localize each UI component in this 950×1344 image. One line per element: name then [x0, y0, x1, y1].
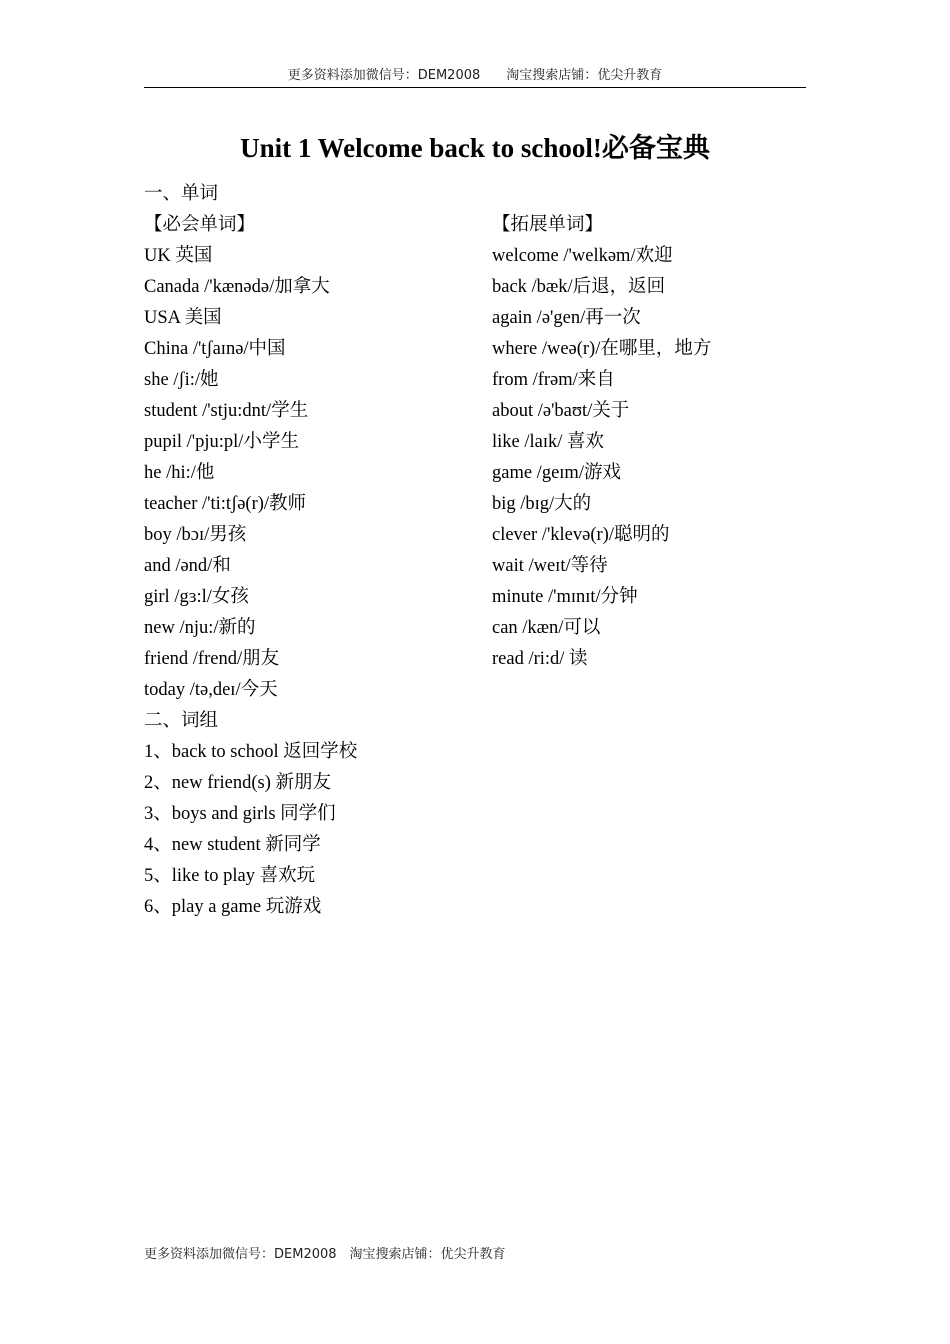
page-header: 更多资料添加微信号：DEM2008 淘宝搜索店铺：优尖升教育	[287, 68, 663, 83]
word-item: clever /'klevə(r)/聪明的	[492, 525, 670, 545]
word-item: can /kæn/可以	[492, 618, 601, 638]
word-item: UK 英国	[144, 246, 213, 266]
phrase-item: 6、play a game 玩游戏	[144, 897, 322, 917]
word-item: game /geɪm/游戏	[492, 463, 621, 483]
phrase-item: 2、new friend(s) 新朋友	[144, 773, 332, 793]
extended-words-heading: 【拓展单词】	[492, 215, 604, 235]
word-item: USA 美国	[144, 308, 222, 328]
phrase-item: 4、new student 新同学	[144, 835, 321, 855]
word-item: girl /gɜ:l/女孩	[144, 587, 249, 607]
word-item: again /ə'gen/再一次	[492, 308, 641, 328]
word-item: about /ə'baʊt/关于	[492, 401, 630, 421]
word-item: pupil /'pju:pl/小学生	[144, 432, 299, 452]
word-item: from /frəm/来自	[492, 370, 615, 390]
phrase-item: 1、back to school 返回学校	[144, 742, 358, 762]
word-item: read /ri:d/ 读	[492, 649, 588, 669]
word-item: big /bɪg/大的	[492, 494, 592, 514]
word-item: back /bæk/后退，返回	[492, 277, 666, 297]
word-item: where /weə(r)/在哪里，地方	[492, 339, 712, 359]
word-item: today /tə,deɪ/今天	[144, 680, 278, 700]
header-divider	[144, 87, 806, 88]
word-item: like /laɪk/ 喜欢	[492, 432, 605, 452]
required-words-heading: 【必会单词】	[144, 215, 256, 235]
word-item: minute /'mɪnɪt/分钟	[492, 587, 638, 607]
word-item: new /nju:/新的	[144, 618, 256, 638]
word-item: and /ənd/和	[144, 556, 231, 576]
word-item: China /'tʃaɪnə/中国	[144, 339, 286, 359]
document-title: Unit 1 Welcome back to school!必备宝典	[240, 133, 710, 163]
section-heading-words: 一、单词	[144, 184, 219, 204]
word-item: welcome /'welkəm/欢迎	[492, 246, 673, 266]
word-item: student /'stju:dnt/学生	[144, 401, 309, 421]
word-item: friend /frend/朋友	[144, 649, 280, 669]
word-item: she /ʃi:/她	[144, 370, 219, 390]
phrase-item: 5、like to play 喜欢玩	[144, 866, 316, 886]
word-item: he /hi:/他	[144, 463, 215, 483]
word-item: Canada /'kænədə/加拿大	[144, 277, 330, 297]
word-item: wait /weɪt/等待	[492, 556, 608, 576]
word-item: teacher /'ti:tʃə(r)/教师	[144, 494, 307, 514]
phrase-item: 3、boys and girls 同学们	[144, 804, 336, 824]
word-item: boy /bɔɪ/男孩	[144, 525, 247, 545]
page-footer: 更多资料添加微信号：DEM2008 淘宝搜索店铺：优尖升教育	[144, 1247, 506, 1262]
section-heading-phrases: 二、词组	[144, 711, 219, 731]
